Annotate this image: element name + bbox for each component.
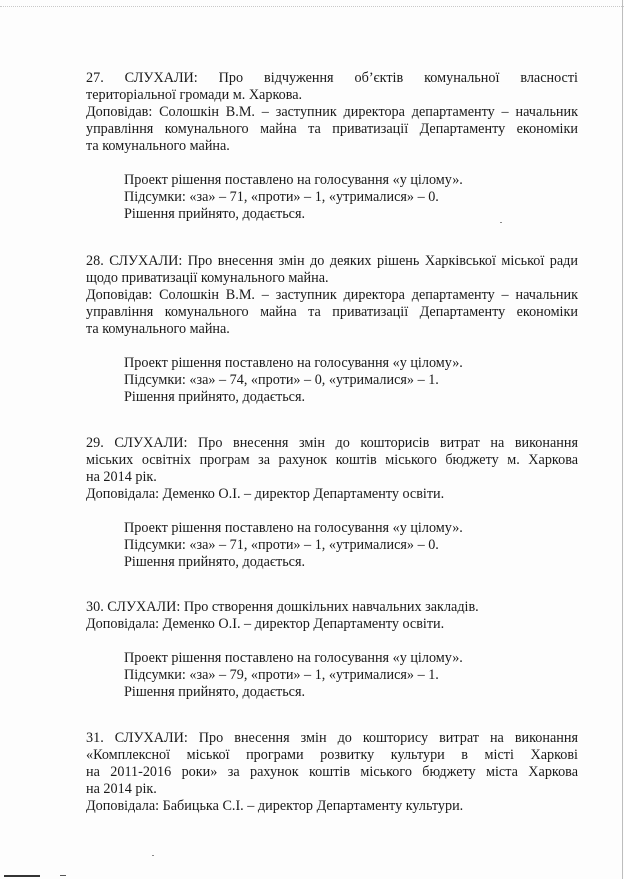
heading-line: міських освітніх програм за рахунок коштів міського бюджету м. Харкова <box>86 452 578 468</box>
speaker-line: управління комунального майна та приватизації Департаменту економіки <box>86 121 578 137</box>
heading-line: на 2014 рік. <box>86 469 157 485</box>
vote-block <box>124 355 578 406</box>
vote-block <box>124 520 578 571</box>
heading-line: «Комплексної міської програми розвитку культури в місті Харкові <box>86 747 578 763</box>
heading-line: 31. СЛУХАЛИ: Про внесення змін до кошторису витрат на виконання <box>86 730 578 746</box>
speaker-line: та комунального майна. <box>86 321 230 337</box>
item-heading <box>86 730 578 798</box>
vote-decision-text: Рішення прийнято, додається. <box>124 684 306 700</box>
item-speaker <box>86 486 578 503</box>
vote-results-text: Підсумки: «за» – 79, «проти» – 1, «утрималися» – 1. <box>124 667 439 683</box>
speaker-line: Доповідала: Деменко О.І. – директор Департаменту освіти. <box>86 486 445 502</box>
item-heading <box>86 599 578 616</box>
scan-edge-noise <box>0 6 624 13</box>
scan-right-edge <box>622 0 623 879</box>
agenda-item-29 <box>86 435 578 571</box>
agenda-item-31 <box>86 730 578 815</box>
speaker-line: управління комунального майна та приватизації Департаменту економіки <box>86 304 578 320</box>
heading-line: 28. СЛУХАЛИ: Про внесення змін до деяких рішень Харківської міської ради <box>86 253 578 269</box>
speaker-line: та комунального майна. <box>86 138 230 154</box>
vote-project-text: Проект рішення поставлено на голосування «у цілому». <box>124 172 463 188</box>
item-speaker <box>86 287 578 338</box>
item-speaker <box>86 798 578 815</box>
item-heading <box>86 70 578 104</box>
vote-results-text: Підсумки: «за» – 74, «проти» – 0, «утрималися» – 1. <box>124 372 439 388</box>
vote-decision-text: Рішення прийнято, додається. <box>124 554 306 570</box>
item-heading <box>86 435 578 486</box>
heading-line: територіальної громади м. Харкова. <box>86 87 303 103</box>
agenda-item-27 <box>86 70 578 223</box>
heading-line: 27. СЛУХАЛИ: Про відчуження об’єктів комунальної власності <box>86 70 578 86</box>
vote-project-text: Проект рішення поставлено на голосування «у цілому». <box>124 520 463 536</box>
speaker-line: Доповідав: Солошкін В.М. – заступник директора департаменту – начальник <box>86 287 578 303</box>
agenda-item-30 <box>86 599 578 701</box>
scan-footer-mark <box>4 875 40 877</box>
vote-decision-text: Рішення прийнято, додається. <box>124 206 306 222</box>
heading-line: 29. СЛУХАЛИ: Про внесення змін до кошторисів витрат на виконання <box>86 435 578 451</box>
item-heading <box>86 253 578 287</box>
speaker-line: Доповідала: Деменко О.І. – директор Департаменту освіти. <box>86 616 445 632</box>
heading-line: на 2011-2016 роки» за рахунок коштів міського бюджету міста Харкова <box>86 764 578 780</box>
vote-decision-text: Рішення прийнято, додається. <box>124 389 306 405</box>
heading-line: щодо приватизації комунального майна. <box>86 270 329 286</box>
speaker-line: Доповідала: Бабицька С.І. – директор Департаменту культури. <box>86 798 464 814</box>
vote-project-text: Проект рішення поставлено на голосування «у цілому». <box>124 355 463 371</box>
item-speaker <box>86 616 578 633</box>
scan-footer-mark <box>60 875 66 876</box>
heading-line: 30. СЛУХАЛИ: Про створення дошкільних навчальних закладів. <box>86 599 479 615</box>
vote-results-text: Підсумки: «за» – 71, «проти» – 1, «утрималися» – 0. <box>124 189 439 205</box>
vote-results-text: Підсумки: «за» – 71, «проти» – 1, «утрималися» – 0. <box>124 537 439 553</box>
vote-block <box>124 172 578 223</box>
vote-block <box>124 650 578 701</box>
speaker-line: Доповідав: Солошкін В.М. – заступник директора департаменту – начальник <box>86 104 578 120</box>
heading-line: на 2014 рік. <box>86 781 157 797</box>
scan-speck <box>152 855 154 856</box>
item-speaker <box>86 104 578 155</box>
scan-speck <box>500 222 502 223</box>
agenda-item-28 <box>86 253 578 406</box>
vote-project-text: Проект рішення поставлено на голосування «у цілому». <box>124 650 463 666</box>
